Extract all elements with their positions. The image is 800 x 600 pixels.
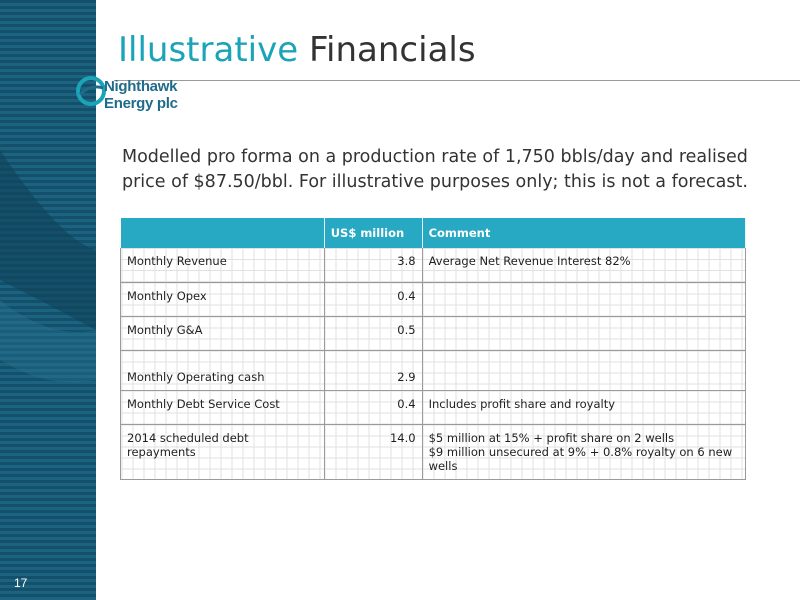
- row-comment: [422, 390, 745, 424]
- financials-table: [120, 218, 746, 480]
- row-value: 0.5: [324, 316, 422, 350]
- table-row: [121, 424, 746, 479]
- table-row: [121, 350, 746, 390]
- row-value: 3.8: [324, 248, 422, 282]
- table-row: [121, 248, 746, 282]
- company-logo: [76, 74, 226, 118]
- row-value: 2.9: [324, 350, 422, 390]
- header-value: US$ million: [324, 218, 422, 248]
- table-header-row: [121, 218, 746, 248]
- comment-line: Includes profit share and royalty: [428, 396, 616, 411]
- header-comment: Comment: [422, 218, 745, 248]
- row-label: Monthly Opex: [121, 282, 325, 316]
- title-rest: Financials: [308, 30, 476, 70]
- logo-text-line1: Nighthawk: [104, 78, 178, 95]
- row-comment: [422, 282, 745, 316]
- row-label: Monthly Revenue: [121, 248, 325, 282]
- row-comment: [422, 424, 745, 479]
- page-title: [118, 30, 476, 70]
- header-label: [121, 218, 325, 248]
- row-label: Monthly Operating cash: [121, 350, 325, 390]
- logo-text-line2: Energy plc: [104, 95, 178, 112]
- row-value: 0.4: [324, 390, 422, 424]
- row-label: 2014 scheduled debt repayments: [121, 424, 325, 479]
- row-comment: [422, 316, 745, 350]
- table-row: [121, 390, 746, 424]
- row-value: 14.0: [324, 424, 422, 479]
- row-label: Monthly Debt Service Cost: [121, 390, 325, 424]
- row-label: Monthly G&A: [121, 316, 325, 350]
- comment-line: $9 million unsecured at 9% + 0.8% royalty on 6 new wells: [428, 444, 733, 473]
- title-accent: Illustrative: [118, 30, 299, 70]
- slide-number: 17: [14, 576, 28, 590]
- comment-line: Average Net Revenue Interest 82%: [428, 254, 631, 268]
- nighthawk-logo-icon: [76, 74, 106, 118]
- intro-text: Modelled pro forma on a production rate of 1,750 bbls/day and realised price of $87.50/bbl. For illustrative purposes only; this is not a forecast.: [122, 147, 748, 192]
- row-value: 0.4: [324, 282, 422, 316]
- table-row: [121, 316, 746, 350]
- table-row: [121, 282, 746, 316]
- comment-line: $5 million at 15% + profit share on 2 wells: [428, 430, 675, 445]
- row-comment: [422, 350, 745, 390]
- row-comment: [422, 248, 745, 282]
